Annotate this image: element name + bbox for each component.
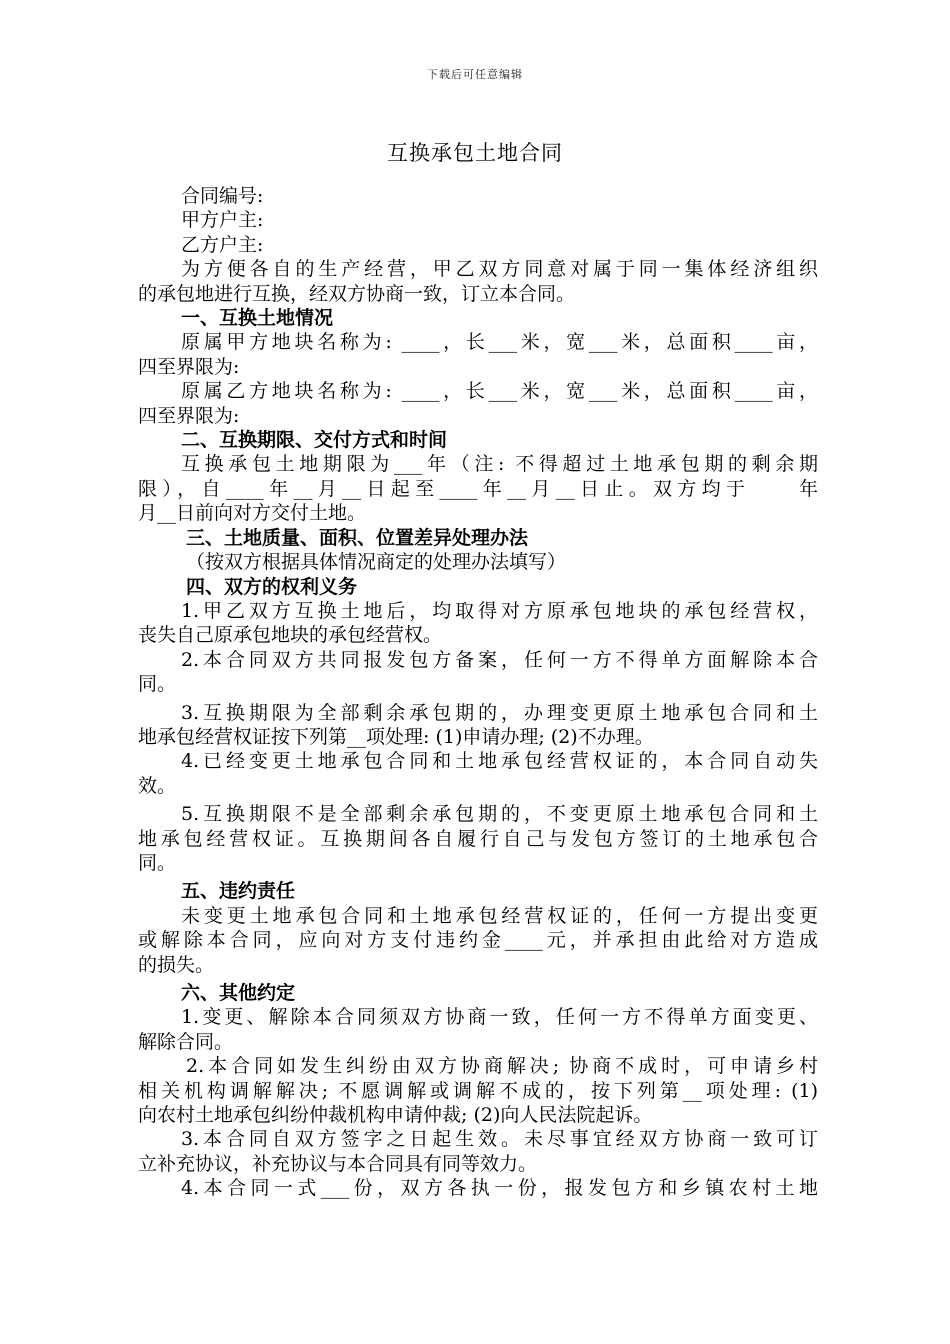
body-line: 2.本合同如发生纠纷由双方协商解决; 协商不成时，可申请乡村	[186, 1055, 818, 1078]
body-line: 月__日前向对方交付土地。	[138, 502, 367, 525]
body-line: （按双方根据具体情况商定的处理办法填写）	[186, 551, 567, 574]
body-line: 丧失自己原承包地块的承包经营权。	[138, 624, 443, 647]
body-line: 1.变更、解除本合同须双方协商一致，任何一方不得单方面变更、	[181, 1006, 818, 1029]
section-heading-6: 六、其他约定	[181, 982, 296, 1004]
body-line: 3.互换期限为全部剩余承包期的，办理变更原土地承包合同和土	[181, 701, 818, 724]
body-line: 或解除本合同，应向对方支付违约金____元，并承担由此给对方造成	[138, 929, 818, 952]
body-line: 地承包经营权证按下列第__项处理: (1)申请办理; (2)不办理。	[138, 725, 654, 748]
party-b-line: 乙方户主:	[181, 233, 264, 256]
body-line: 解除合同。	[138, 1030, 234, 1053]
body-line: 同。	[138, 673, 177, 696]
party-a-line: 甲方户主:	[181, 209, 264, 232]
section-heading-1: 一、互换土地情况	[181, 307, 334, 330]
body-line: 向农村土地承包纠纷仲裁机构申请仲裁; (2)向人民法院起诉。	[138, 1104, 653, 1127]
intro-line: 的承包地进行互换，经双方协商一致，订立本合同。	[138, 282, 576, 305]
body-line: 四至界限为:	[138, 355, 240, 378]
body-line: 原属乙方地块名称为: ____，长___米，宽___米，总面积____亩，	[181, 380, 818, 403]
body-line: 同。	[138, 851, 177, 874]
body-line: 4.已经变更土地承包合同和土地承包经营权证的，本合同自动失	[181, 750, 818, 773]
section-heading-5: 五、违约责任	[181, 880, 296, 903]
header-note: 下载后可任意编辑	[427, 68, 523, 81]
body-line: 5.互换期限不是全部剩余承包期的，不变更原土地承包合同和土	[181, 803, 818, 826]
section-heading-2: 二、互换期限、交付方式和时间	[181, 429, 448, 452]
body-line: 地承包经营权证。互换期间各自履行自己与发包方签订的土地承包合	[138, 827, 818, 850]
body-line: 4.本合同一式___份，双方各执一份，报发包方和乡镇农村土地	[181, 1177, 818, 1200]
section-heading-4: 四、双方的权利义务	[186, 575, 358, 598]
body-line: 立补充协议，补充协议与本合同具有同等效力。	[138, 1152, 538, 1175]
body-line: 互换承包土地期限为___年（注: 不得超过土地承包期的剩余期	[181, 453, 818, 476]
body-line: 相关机构调解解决; 不愿调解或调解不成的，按下列第__项处理: (1)	[138, 1079, 818, 1102]
body-line: 的损失。	[138, 953, 215, 976]
body-line: 效。	[138, 774, 177, 797]
body-line: 2.本合同双方共同报发包方备案，任何一方不得单方面解除本合	[181, 648, 818, 671]
document-title: 互换承包土地合同	[387, 141, 563, 165]
section-heading-3: 三、土地质量、面积、位置差异处理办法	[186, 526, 529, 549]
body-line: 未变更土地承包合同和土地承包经营权证的，任何一方提出变更	[181, 904, 818, 927]
body-line: 四至界限为:	[138, 404, 240, 427]
contract-number-line: 合同编号:	[181, 185, 264, 207]
contract-body	[138, 184, 818, 1201]
body-line: 1.甲乙双方互换土地后，均取得对方原承包地块的承包经营权，	[181, 599, 818, 622]
intro-line: 为方便各自的生产经营，甲乙双方同意对属于同一集体经济组织	[181, 258, 818, 281]
body-line: 3.本合同自双方签字之日起生效。未尽事宜经双方协商一致可订	[181, 1128, 818, 1151]
body-line: 限），自____年__月__日起至____年__月__日止。双方均于 年	[138, 477, 818, 500]
body-line: 原属甲方地块名称为: ____，长___米，宽___米，总面积____亩，	[181, 331, 818, 354]
